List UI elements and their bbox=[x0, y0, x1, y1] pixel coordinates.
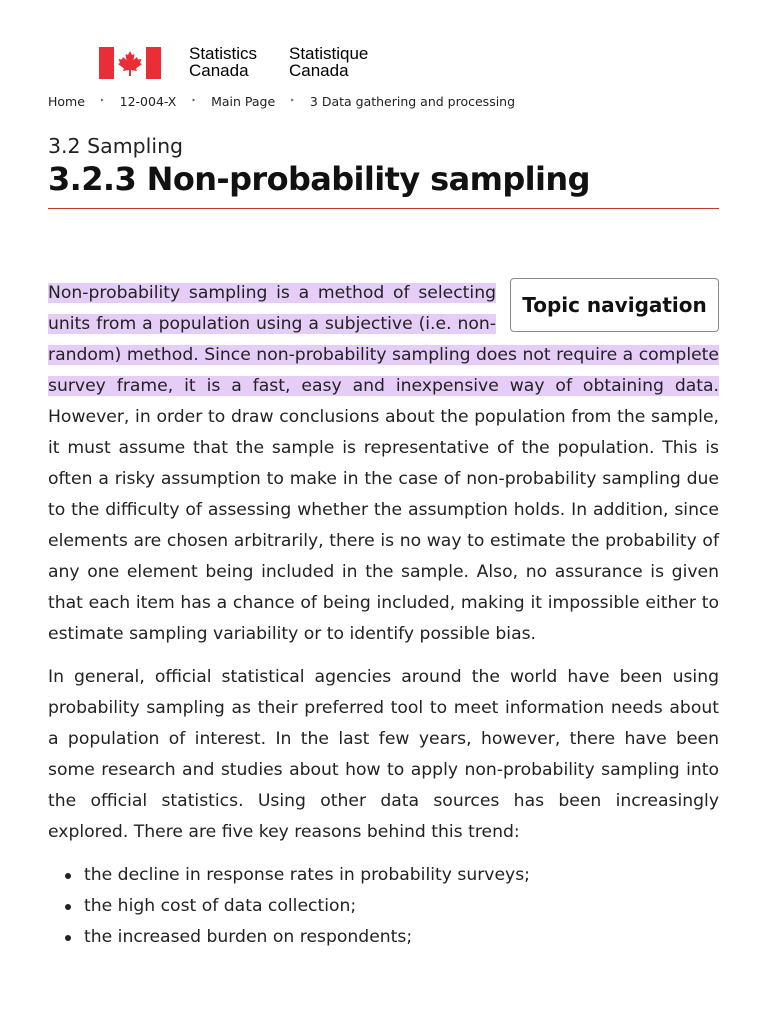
brand-en-line2: Canada bbox=[189, 61, 249, 80]
highlighted-text: Non-probability sampling is a method of selecting units from a population using a subjective (i.e. non-random) method. Since non-probability sampling does not require a complete survey frame, it is a fast, easy and inexpensive way of obtaining data. bbox=[48, 283, 719, 396]
breadcrumb-main-page[interactable]: Main Page bbox=[211, 94, 276, 109]
canada-flag-icon[interactable] bbox=[99, 47, 161, 79]
list-item: the increased burden on respondents; bbox=[84, 922, 719, 953]
breadcrumb-separator-icon: ‣ bbox=[191, 96, 197, 105]
brand-fr-line2: Canada bbox=[289, 61, 349, 80]
brand-english[interactable] bbox=[189, 45, 257, 79]
reasons-list bbox=[48, 860, 719, 953]
brand-en-line1: Statistics bbox=[189, 44, 258, 63]
breadcrumb bbox=[48, 94, 515, 109]
topic-navigation-button[interactable]: Topic navigation bbox=[510, 278, 719, 332]
title-divider bbox=[48, 208, 719, 209]
breadcrumb-separator-icon: ‣ bbox=[99, 96, 105, 105]
page-title: 3.2.3 Non-probability sampling bbox=[48, 160, 590, 198]
breadcrumb-home[interactable]: Home bbox=[48, 94, 85, 109]
section-subtitle: 3.2 Sampling bbox=[48, 134, 184, 158]
breadcrumb-chapter[interactable]: 3 Data gathering and processing bbox=[309, 94, 516, 109]
paragraph-1 bbox=[48, 278, 719, 650]
list-item: the high cost of data collection; bbox=[84, 891, 719, 922]
site-header bbox=[48, 0, 720, 92]
brand-fr-line1: Statistique bbox=[289, 44, 369, 63]
paragraph-1-text: However, in order to draw conclusions about the population from the sample, it must assume that the sample is representative of the population. This is often a risky assumption to make in the case of non-probability sampling due to the difficulty of assessing whether the assumption holds. In addition, since elements are chosen arbitrarily, there is no way to estimate the probability of any one element being included in the sample. Also, no assurance is given that each item has a chance of being included, making it impossible either to estimate sampling variability or to identify possible bias. bbox=[48, 407, 719, 644]
list-item: the decline in response rates in probability surveys; bbox=[84, 860, 719, 891]
paragraph-2: In general, official statistical agencies around the world have been using probability sampling as their preferred tool to meet information needs about a population of interest. In the last few years, however, there have been some research and studies about how to apply non-probability sampling into the official statistics. Using other data sources has been increasingly explored. There are five key reasons behind this trend: bbox=[48, 667, 719, 842]
article-body bbox=[48, 278, 719, 953]
breadcrumb-publication[interactable]: 12-004-X bbox=[119, 94, 177, 109]
brand-french[interactable] bbox=[289, 45, 368, 79]
breadcrumb-separator-icon: ‣ bbox=[290, 96, 295, 105]
